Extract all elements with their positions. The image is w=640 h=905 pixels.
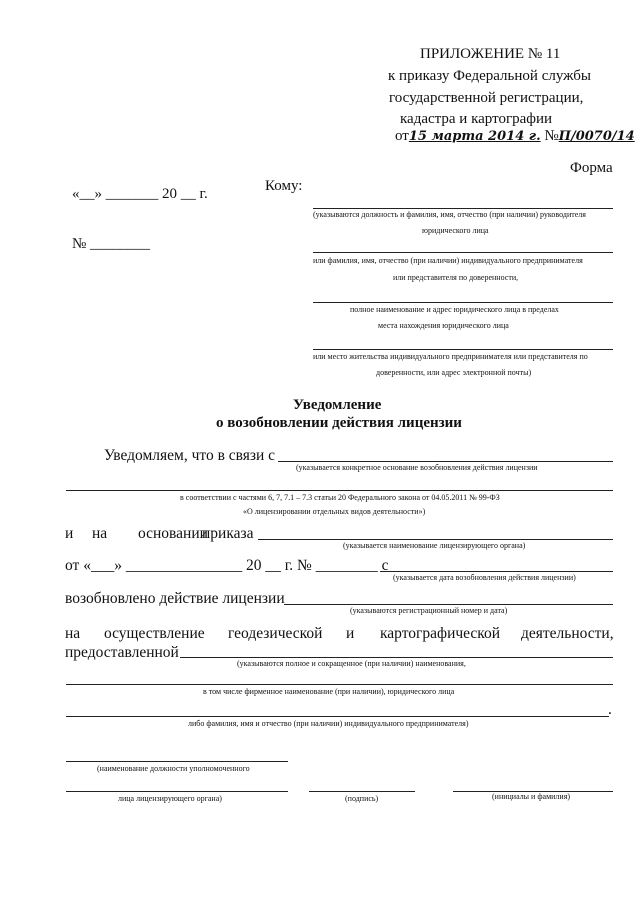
document-number-field: № ________ [72, 236, 151, 252]
position-line-1 [66, 761, 288, 762]
order-word-1: и [65, 525, 74, 542]
document-subtitle: о возобновлении действия лицензии [216, 415, 462, 431]
addressee-hint-7: или место жительства индивидуального предпринимателя или представителя по [313, 352, 588, 361]
form-label: Форма [570, 160, 613, 176]
document-date-field: «__» _______ 20 __ г. [72, 186, 208, 202]
reason-hint: (указывается конкретное основание возобновления действия лицензии [296, 463, 538, 472]
appendix-line-4: кадастра и картографии [400, 111, 553, 127]
order-number-prefix: № [544, 128, 559, 144]
document-title: Уведомление [293, 397, 382, 413]
signature-hint: (подпись) [345, 794, 379, 803]
license-resumed-text: возобновлено действие лицензии [65, 590, 285, 607]
licensee-hint-1: (указываются полное и сокращенное (при наличии) наименования, [237, 659, 466, 668]
addressee-hint-3: или фамилия, имя, отчество (при наличии) индивидуального предпринимателя [313, 256, 583, 265]
to-label: Кому: [265, 178, 303, 194]
addressee-hint-4: или представителя по доверенности, [393, 273, 519, 282]
resume-date-hint: (указывается дата возобновления действия лицензии) [393, 573, 576, 582]
reason-line-2 [66, 490, 613, 491]
addressee-hint-2: юридического лица [422, 226, 489, 235]
addressee-line-4 [313, 349, 613, 350]
licensee-line-2 [66, 684, 613, 685]
handwritten-order-number: П/0070/14 [558, 129, 635, 144]
addressee-hint-1: (указываются должность и фамилия, имя, отчество (при наличии) руководителя [313, 210, 586, 219]
activity-word-6: деятельности, [521, 625, 614, 642]
reason-hint-2: в соответствии с частями 6, 7, 7.1 – 7.3 статьи 20 Федерального закона от 04.05.2011 № 99-ФЗ [180, 493, 500, 502]
licensee-line-1 [180, 657, 613, 658]
order-date-number-field: от «___» _______________ 20 __ г. № ________ с [65, 557, 389, 574]
addressee-line-1 [313, 208, 613, 209]
position-hint-2: лица лицензирующего органа) [118, 794, 222, 803]
licensee-line-3 [66, 716, 609, 717]
position-line-2 [66, 791, 288, 792]
activity-word-1: на [65, 625, 81, 642]
license-number-line [284, 604, 613, 605]
appendix-line-2: к приказу Федеральной службы [388, 68, 592, 84]
addressee-hint-8: доверенности, или адрес электронной почты) [376, 368, 532, 377]
activity-word-4: и [346, 625, 355, 642]
position-hint-1: (наименование должности уполномоченного [97, 764, 250, 773]
end-period: . [608, 701, 612, 718]
addressee-hint-6: места нахождения юридического лица [378, 321, 509, 330]
notify-text: Уведомляем, что в связи с [104, 447, 276, 464]
appendix-title: ПРИЛОЖЕНИЕ № 11 [420, 46, 561, 62]
activity-word-5: картографической [380, 625, 501, 642]
authority-hint: (указывается наименование лицензирующего органа) [343, 541, 526, 550]
order-word-3: основании [138, 525, 208, 542]
licensee-hint-2: в том числе фирменное наименование (при наличии), юридического лица [203, 687, 455, 696]
addressee-hint-5: полное наименование и адрес юридического лица в пределах [350, 305, 559, 314]
activity-word-3: геодезической [228, 625, 323, 642]
signature-line [309, 791, 415, 792]
authority-line [258, 539, 613, 540]
resume-date-line [380, 571, 613, 572]
licensee-hint-3: либо фамилия, имя и отчество (при наличии) индивидуального предпринимателя) [188, 719, 469, 728]
license-number-hint: (указываются регистрационный номер и дата) [350, 606, 508, 615]
addressee-line-2 [313, 252, 613, 253]
appendix-date-line [395, 128, 635, 145]
date-prefix: от [395, 128, 409, 144]
activity-word-2: осуществление [104, 625, 205, 642]
appendix-line-3: государственной регистрации, [389, 90, 584, 106]
reason-line [278, 461, 613, 462]
name-hint: (инициалы и фамилия) [492, 792, 571, 801]
reason-hint-3: «О лицензировании отдельных видов деятельности») [243, 507, 426, 516]
handwritten-date: 15 марта 2014 г. [408, 129, 541, 144]
granted-text: предоставленной [65, 644, 179, 661]
order-word-4: приказа [202, 525, 254, 542]
order-word-2: на [92, 525, 108, 542]
addressee-line-3 [313, 302, 613, 303]
